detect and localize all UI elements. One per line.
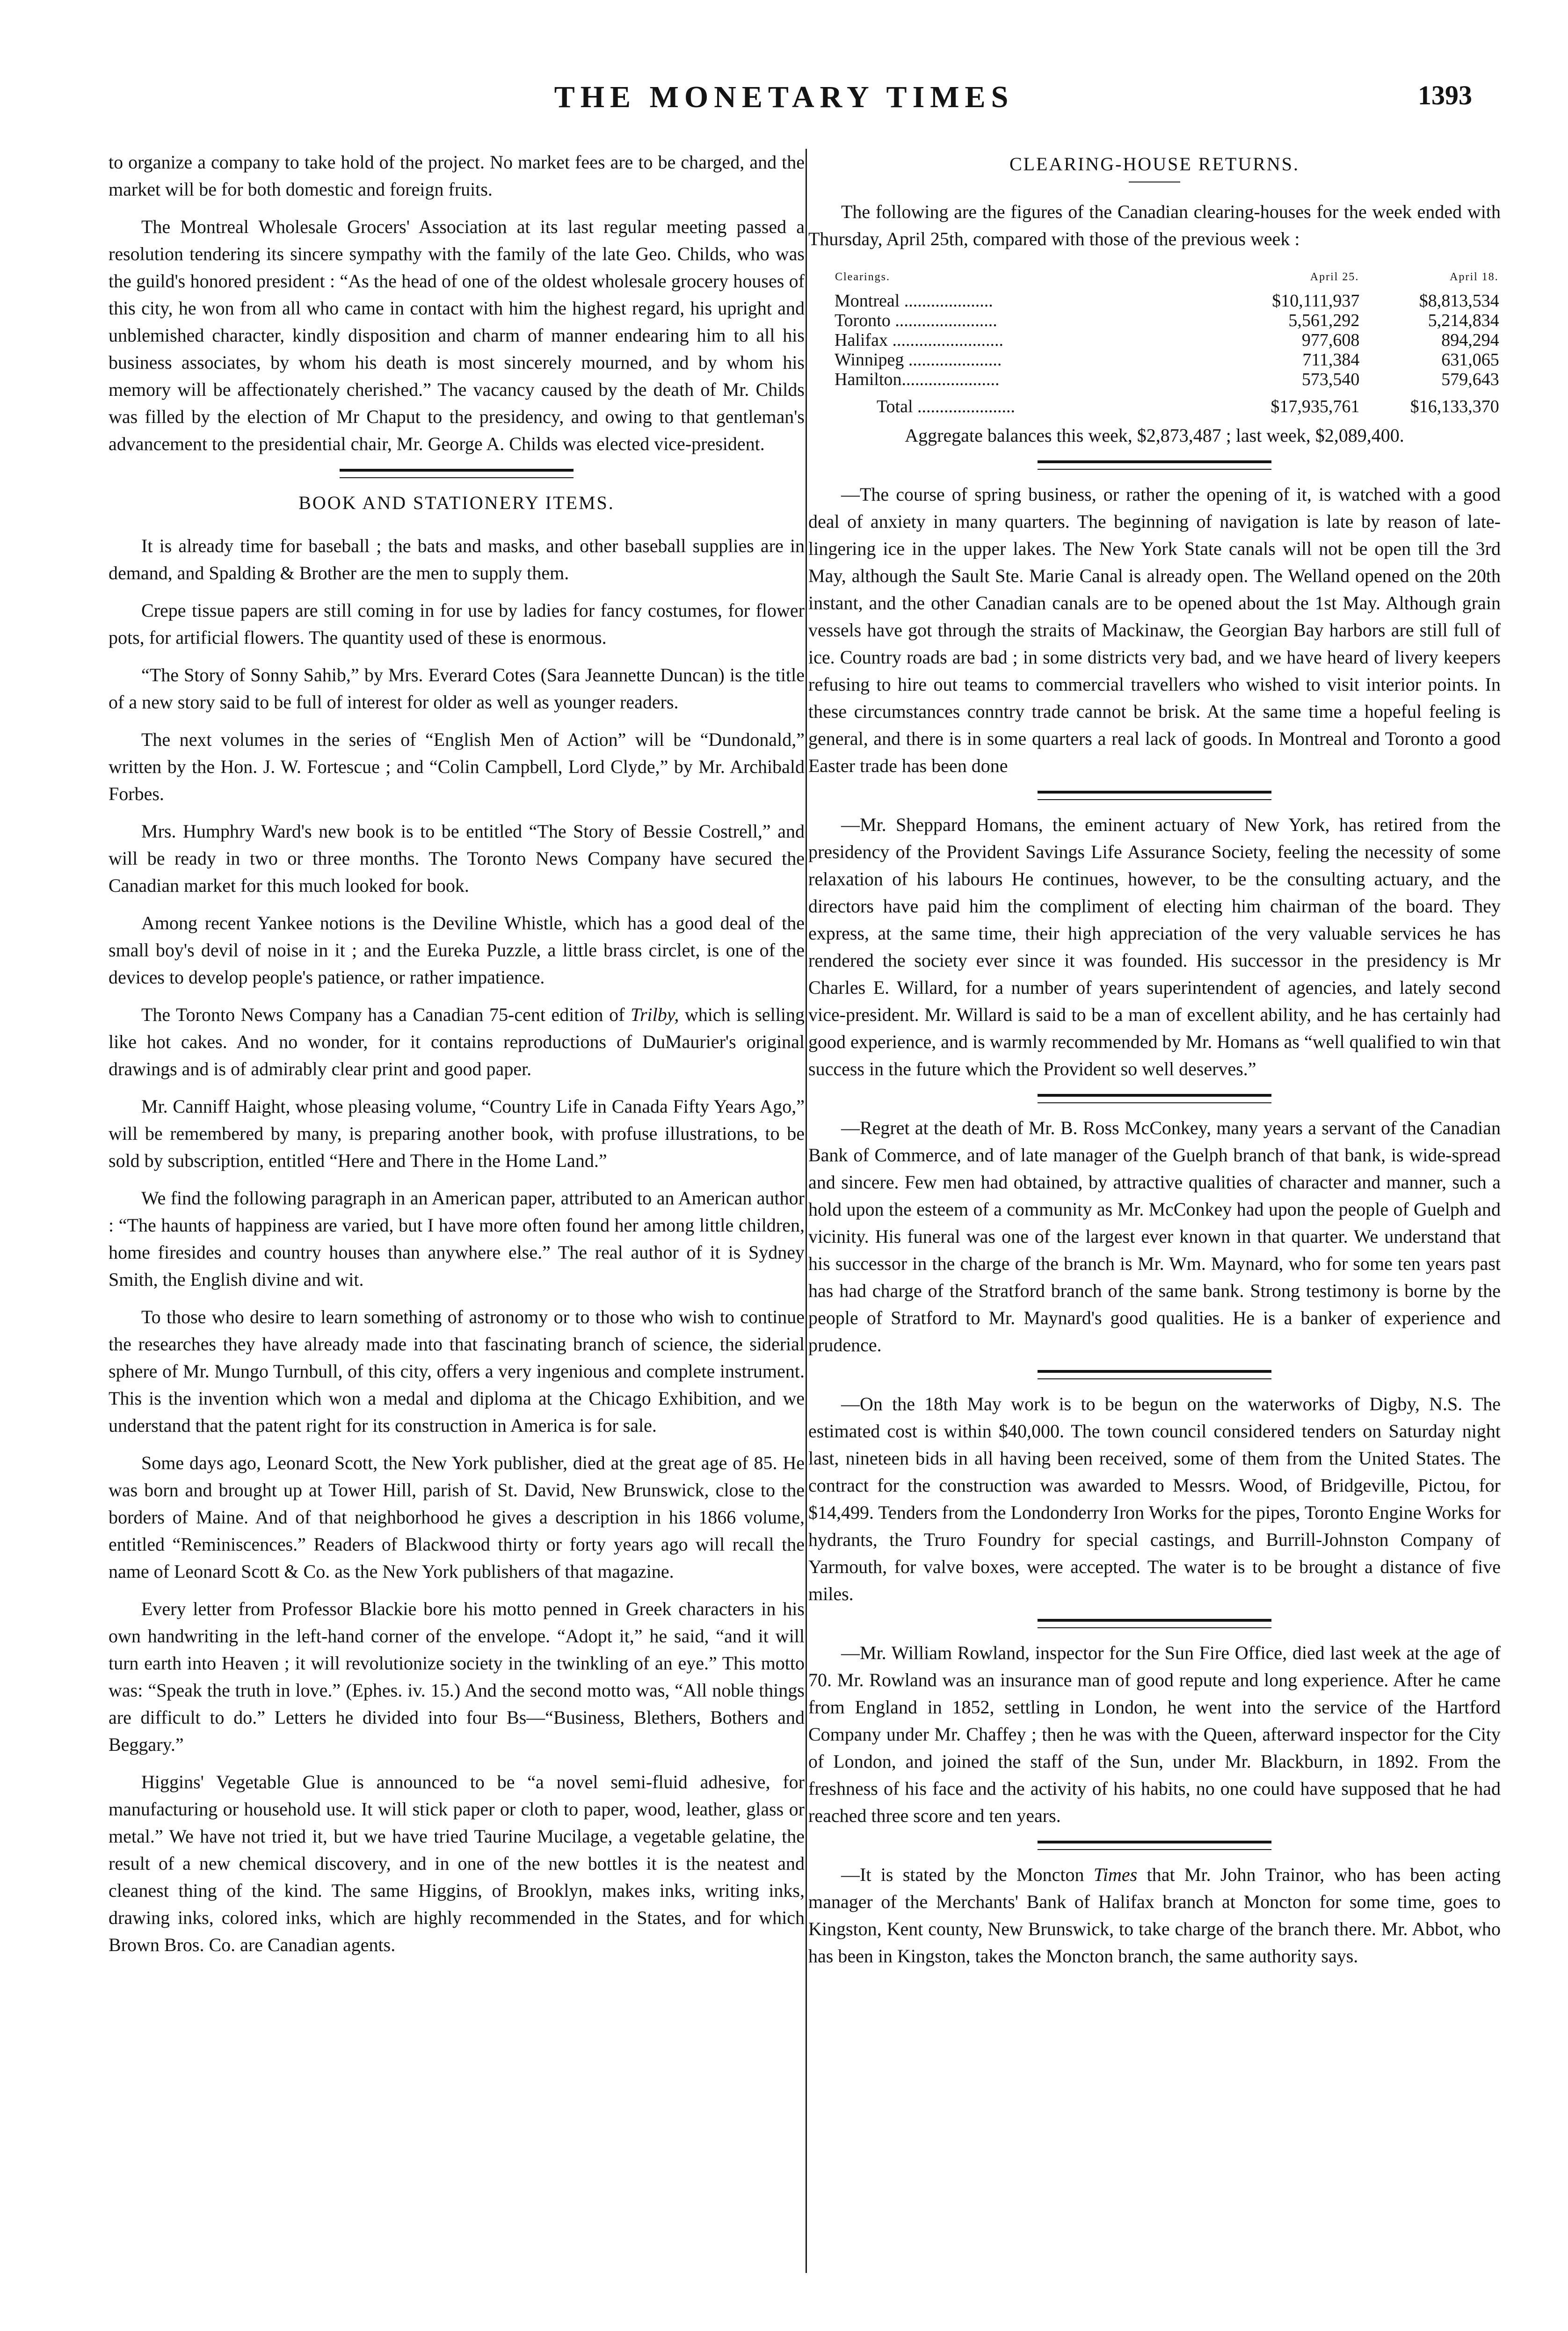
right-column [808,149,1501,1980]
digby-waterworks-paragraph: —On the 18th May work is to be begun on the waterworks of Digby, N.S. The estimated cost is within $40,000. The town council considered tenders on Saturday night last, nineteen bids in all having been received, some of them from the United States. The contract for the construction was awarded to Messrs. Wood, of Bridgeville, Pictou, for $14,499. Tenders from the Londonderry Iron Works for the pipes, Toronto Engine Works for hydrants, the Truro Foundry for special castings, and Burrill-Johnston Company of Yarmouth, for valve boxes, were accepted. The water is to be brought a distance of five miles. [808,1393,1501,1604]
amount-cell: 711,384 [1302,350,1360,370]
total-amount: $17,935,761 [1270,397,1360,416]
city-cell: Toronto ....................... [835,311,997,330]
men-of-action-paragraph: The next volumes in the series of “English Men of Action” will be “Dundonald,” written by the Hon. J. W. Fortescue ; and “Colin Campbell, Lord Clyde,” by Mr. Archibald Forbes. [109,729,805,804]
canniff-haight-paragraph: Mr. Canniff Haight, whose pleasing volume, “Country Life in Canada Fifty Years Ago,” will be remembered by many, is preparing another book, with profuse illustrations, to be sold by subscription, entitled “Here and There in the Home Land.” [109,1096,805,1171]
city-cell: Montreal .................... [835,291,993,311]
city-cell: Hamilton...................... [835,370,1000,389]
leonard-scott-paragraph: Some days ago, Leonard Scott, the New York publisher, died at the great age of 85. He was born and brought up at Tower Hill, parish of St. David, New Brunswick, close to the borders of Maine. And of that neighborhood he gives a description in his 1866 volume, entitled “Reminiscences.” Readers of Blackwood thirty or forty years ago will recall the name of Leonard Scott & Co. as the New York publishers of that magazine. [109,1452,805,1582]
spring-business-paragraph: —The course of spring business, or rather the opening of it, is watched with a good deal of anxiety in many quarters. The beginning of navigation is late by reason of late-lingering ice in the upper lakes. The New York State canals will not be open till the 3rd May, although the Sault Ste. Marie Canal is already open. The Welland opened on the 20th instant, and the other Canadian canals are to be opened about the 1st May. Although grain vessels have got through the straits of Mackinaw, the Georgian Bay harbors are still full of ice. Country roads are bad ; in some districts very bad, and we have heard of livery keepers refusing to hire out teams to commercial travellers who wished to visit interior points. In these circumstances conntry trade cannot be brisk. At the same time a hopeful feeling is general, and there is in some quarters a real lack of goods. In Montreal and Toronto a good Easter trade has been done [808,484,1501,776]
total-row [835,389,1499,416]
sonny-sahib-paragraph: “The Story of Sonny Sahib,” by Mrs. Everard Cotes (Sara Jeannette Duncan) is the title of a new story said to be full of interest for older as well as younger readers. [109,664,805,713]
trainor-paragraph: —It is stated by the Moncton Times that Mr. John Trainor, who has been acting manager of the Merchants' Bank of Halifax branch at Moncton for some time, goes to Kingston, Kent county, New Brunswick, to take charge of the branch there. Mr. Abbot, who has been in Kingston, takes the Moncton branch, the same authority says. [808,1864,1501,1967]
table-row [835,370,1499,389]
aggregate-balances: Aggregate balances this week, $2,873,487 ; last week, $2,089,400. [905,425,1404,446]
amount-cell: 894,294 [1441,330,1499,350]
book-stationery-heading: BOOK AND STATIONERY ITEMS. [298,492,615,513]
clearings-table [835,263,1499,416]
amount-cell: 977,608 [1301,330,1360,350]
amount-cell: $8,813,534 [1419,291,1499,311]
humphry-ward-paragraph: Mrs. Humphry Ward's new book is to be entitled “The Story of Bessie Costrell,” and will be ready in two or three months. The Toronto News Company have secured the Canadian market for this much looked for book. [109,821,805,896]
section-divider [1038,1370,1271,1379]
section-divider [1038,1619,1271,1628]
column-header: April 18. [1450,271,1499,283]
table-row [835,311,1499,330]
professor-blackie-paragraph: Every letter from Professor Blackie bore his motto penned in Greek characters in his own handwriting in the left-hand corner of the envelope. “Adopt it,” he said, “and it will turn earth into Heaven ; it will revolutionize society in the twinkling of an eye.” This motto was: “Speak the truth in love.” (Ephes. iv. 15.) And the second motto was, “All noble things are difficult to do.” Letters he divided into four Bs—“Business, Blethers, Bothers and Beggary.” [109,1598,805,1755]
column-header: April 25. [1310,271,1359,283]
mcconkey-paragraph: —Regret at the death of Mr. B. Ross McConkey, many years a servant of the Canadian Bank of Commerce, and of late manager of the Guelph branch of that bank, is wide-spread and sincere. Few men had obtained, by attractive qualities of character and manner, such a hold upon the esteem of a community as Mr. McConkey had upon the people of Guelph and vicinity. His funeral was one of the largest ever known in that quarter. We understand that his successor in the charge of the branch is Mr. Wm. Maynard, who for some ten years past has had charge of the Stratford branch of the same bank. Strong testimony is borne by the people of Stratford to Mr. Maynard's good qualities. He is a banker of experience and prudence. [808,1117,1501,1355]
total-label: Total ...................... [877,397,1016,416]
happiness-paragraph: We find the following paragraph in an American paper, attributed to an American author : “The haunts of happiness are varied, but I have more often found her among little children, home firesides and country houses than anywhere else.” The real author of it is Sydney Smith, the English divine and wit. [109,1187,805,1290]
section-divider [1038,1094,1271,1103]
clearing-intro: The following are the figures of the Canadian clearing-houses for the week ended with Thursday, April 25th, compared with those of the previous week : [808,201,1501,249]
total-amount: $16,133,370 [1410,397,1499,416]
masthead [0,80,1568,126]
section-divider [1038,460,1271,470]
city-cell: Halifax ......................... [835,330,1003,350]
amount-cell: 573,540 [1301,370,1360,389]
vegetable-glue-paragraph: Higgins' Vegetable Glue is announced to be “a novel semi-fluid adhesive, for manufacturing or household use. It will stick paper or cloth to paper, wood, leather, glass or metal.” We have not tried it, but we have tried Taurine Mucilage, a vegetable gelatine, the result of a new chemical discovery, and in one of the new bottles it is the neatest and cleanest thing of the kind. The same Higgins, of Brooklyn, makes inks, writing inks, drawing inks, colored inks, which are highly recommended in the States, and for which Brown Bros. Co. are Canadian agents. [109,1771,805,1955]
grocers-association-paragraph: The Montreal Wholesale Grocers' Association at its last regular meeting passed a resolution tendering its sincere sympathy with the family of the late Geo. Childs, who was the guild's honored president : “As the head of one of the oldest wholesale grocery houses of this city, he won from all who came in contact with him the highest regard, his upright and unblemished character, kindly disposition and charm of manner endearing him to all his business associates, by whom his death is most sincerely mourned, and by whom his memory will be affectionately cherished.” The vacancy caused by the death of Mr. Childs was filled by the election of Mr Chaput to the presidency, and owing to that gentleman's advancement to the presidential chair, Mr. George A. Childs was elected vice-president. [109,216,805,454]
amount-cell: 5,561,292 [1288,311,1360,330]
table-row [835,291,1499,311]
section-divider [1038,791,1271,800]
amount-cell: 579,643 [1441,370,1499,389]
baseball-paragraph: It is already time for baseball ; the bats and masks, and other baseball supplies are in demand, and Spalding & Brother are the men to supply them. [109,535,805,583]
table-row [835,350,1499,370]
city-cell: Winnipeg ..................... [835,350,1002,370]
crepe-paper-paragraph: Crepe tissue papers are still coming in for use by ladies for fancy costumes, for flower pots, for artificial flowers. The quantity used of these is enormous. [109,600,805,648]
column-header: Clearings. [835,271,890,283]
section-divider [1038,1841,1271,1850]
newspaper-title: THE MONETARY TIMES [554,80,1014,114]
left-column [109,149,805,1969]
amount-cell: 5,214,834 [1428,311,1499,330]
table-row [835,330,1499,350]
rowland-paragraph: —Mr. William Rowland, inspector for the Sun Fire Office, died last week at the age of 70. Mr. Rowland was an insurance man of good repute and long experience. After he came from England in 1852, settling in London, he went into the service of the Hartford Company under Mr. Chaffey ; then he was with the Queen, afterward inspector for the City of London, and joined the staff of the Sun, under Mr. Blackburn, in 1892. From the freshness of his face and the activity of his habits, no one could have supposed that he had reached three score and ten years. [808,1642,1501,1826]
section-divider [340,469,573,478]
clearing-house-heading: CLEARING-HOUSE RETURNS. [1009,153,1300,175]
astronomy-paragraph: To those who desire to learn something of astronomy or to those who wish to continue the researches they have already made into that fascinating branch of science, the siderial sphere of Mr. Mungo Turnbull, of this city, offers a very ingenious and complete instrument. This is the invention which won a medal and diploma at the Chicago Exhibition, and we understand that the patent right for its construction in America is for sale. [109,1306,805,1436]
amount-cell: $10,111,937 [1272,291,1360,311]
homans-paragraph: —Mr. Sheppard Homans, the eminent actuary of New York, has retired from the presidency of the Provident Savings Life Assurance Society, feeling the necessity of some relaxation of his labours He continues, however, to be the consulting actuary, and the directors have paid him the compliment of electing him chairman of the board. They express, at the same time, their high appreciation of the very valuable services he has rendered the society ever since it was founded. His successor in the presidency is Mr Charles E. Willard, for a number of years superintendent of agencies, and lately second vice-president. Mr. Willard is said to be a man of excellent ability, and he has certainly had good experience, and is warmly recommended by Mr. Homans as “well qualified to win that success in the future which the Provident so well deserves.” [808,814,1501,1079]
table-header-row [835,263,1499,291]
trilby-paragraph: The Toronto News Company has a Canadian 75-cent edition of Trilby, which is selling like hot cakes. And no wonder, for it contains reproductions of DuMaurier's original drawings and is of admirably clear print and good paper. [109,1004,805,1079]
column-divider [806,149,807,2273]
fruit-market-paragraph: to organize a company to take hold of the project. No market fees are to be charged, and the market will be for both domestic and foreign fruits. [109,152,805,200]
amount-cell: 631,065 [1441,350,1499,370]
page-number: 1393 [1418,80,1472,110]
yankee-notions-paragraph: Among recent Yankee notions is the Deviline Whistle, which has a good deal of the small boy's devil of noise in it ; and the Eureka Puzzle, a little brass circlet, is one of the devices to develop people's patience, or rather impatience. [109,912,805,988]
